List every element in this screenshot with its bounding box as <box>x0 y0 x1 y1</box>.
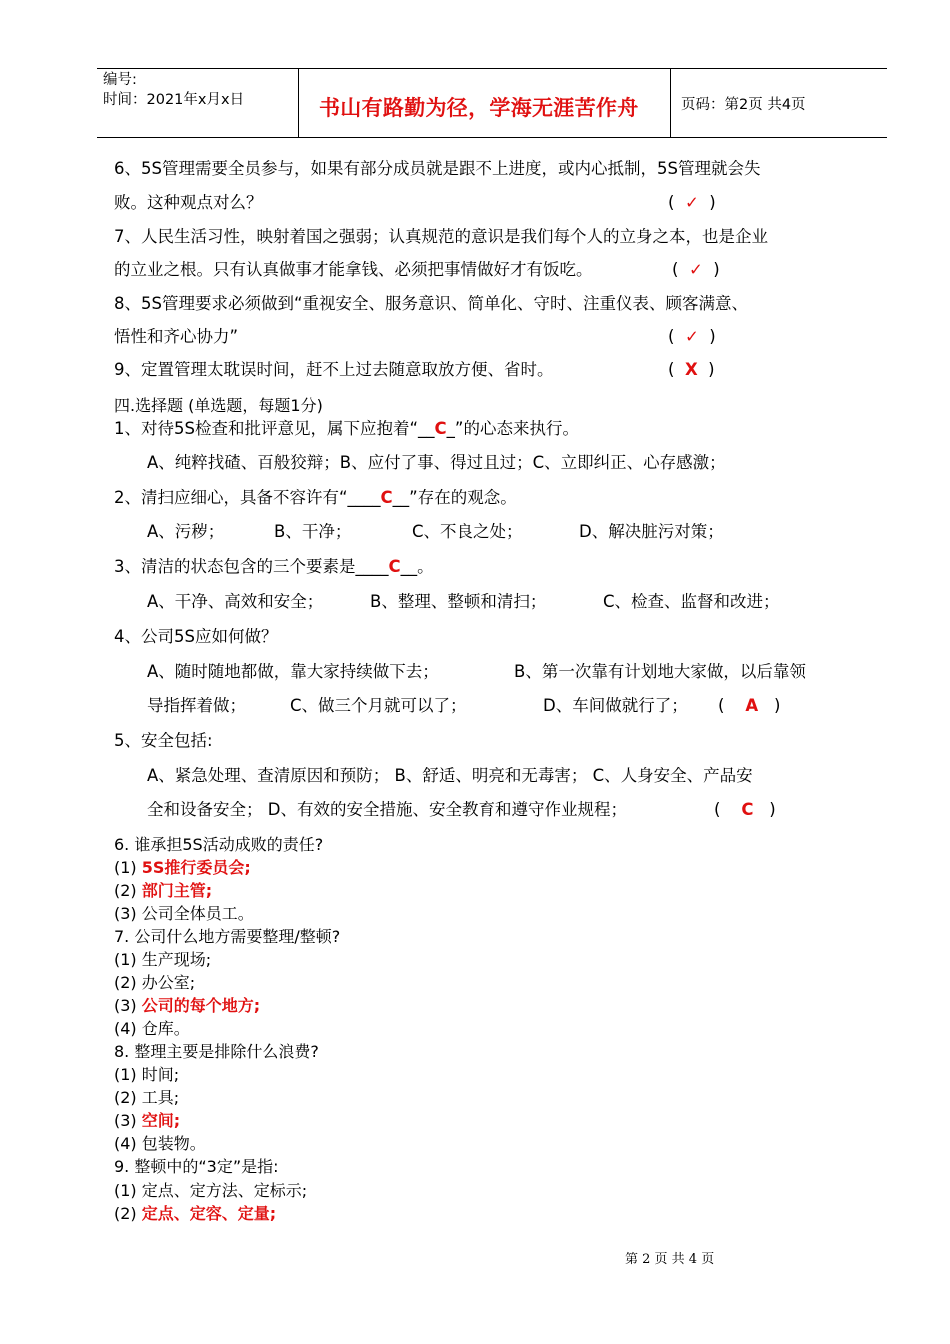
item-num: (1) <box>114 1181 142 1200</box>
q1-text-end: ”的心态来执行。 <box>454 419 579 438</box>
q8-item-3 <box>114 1110 180 1132</box>
q8-item-4 <box>114 1133 206 1155</box>
q2-blank: ____ <box>347 488 381 507</box>
q5-answer-letter: C <box>741 800 754 819</box>
item-num: (3) <box>114 1111 142 1130</box>
item-text: 包装物。 <box>141 1134 206 1153</box>
item-num: (1) <box>114 1065 142 1084</box>
cross-icon: X <box>684 360 698 379</box>
q4-option-a: A、随时随地都做，靠大家持续做下去； <box>147 662 439 681</box>
q3-answer: C <box>388 557 401 576</box>
judgment-q8-line1: 8、5S管理要求必须做到“重视安全、服务意识、简单化、守时、注重仪表、顾客满意、 <box>114 294 749 313</box>
q4-option-c: C、做三个月就可以了； <box>290 696 467 715</box>
item-num: (2) <box>114 973 142 992</box>
q5-answer: ( C ) <box>714 800 776 819</box>
q7-item-1 <box>114 949 211 971</box>
item-num: (1) <box>114 950 142 969</box>
item-text: 时间; <box>141 1065 180 1084</box>
q6-title: 6. 谁承担5S活动成败的责任? <box>114 835 324 854</box>
judgment-q8-answer: ( ✓ ) <box>668 327 716 346</box>
q4-option-b: B、第一次靠有计划地大家做，以后靠领 <box>514 662 806 681</box>
judgment-q7-line2: 的立业之根。只有认真做事才能拿钱、必须把事情做好才有饭吃。 <box>114 260 593 279</box>
q7-title: 7. 公司什么地方需要整理/整顿? <box>114 927 341 946</box>
item-text: 公司的每个地方; <box>141 996 261 1015</box>
q1-blank: _ <box>446 419 455 438</box>
q4-answer: ( A ) <box>718 696 781 715</box>
q6-item-3 <box>114 903 254 925</box>
q2-option-d: D、解决脏污对策； <box>579 522 724 541</box>
section-title: 四.选择题 (单选题，每题1分) <box>114 396 323 415</box>
judgment-q7-line1: 7、人民生活习性，映射着国之强弱；认真规范的意识是我们每个人的立身之本，也是企业 <box>114 227 768 246</box>
item-num: (4) <box>114 1019 142 1038</box>
item-text: 部门主管; <box>141 881 213 900</box>
q2-blank: __ <box>392 488 410 507</box>
q7-item-4 <box>114 1018 190 1040</box>
choice-q4: 4、公司5S应如何做？ <box>114 627 278 646</box>
q3-text: 3、清洁的状态包含的三个要素是 <box>114 557 356 576</box>
q8-item-1 <box>114 1064 179 1086</box>
choice-q2 <box>114 487 517 509</box>
q5-options-line1: A、紧急处理、查清原因和预防； B、舒适、明亮和无毒害； C、人身安全、产品安 <box>147 766 753 785</box>
judgment-q6-line1: 6、5S管理需要全员参与，如果有部分成员就是跟不上进度，或内心抵制，5S管理就会失 <box>114 159 761 178</box>
choice-q1 <box>114 418 579 440</box>
q1-answer: C <box>434 419 447 438</box>
item-text: 生产现场; <box>141 950 212 969</box>
q8-title: 8. 整理主要是排除什么浪费? <box>114 1042 319 1061</box>
judgment-q6-line2: 败。这种观点对么？ <box>114 193 263 212</box>
item-text: 定点、定方法、定标示; <box>141 1181 308 1200</box>
header-divider <box>670 69 671 137</box>
q1-text: 1、对待5S检查和批评意见，属下应抱着“ <box>114 419 419 438</box>
check-icon: ✓ <box>684 327 699 346</box>
q7-item-3 <box>114 995 260 1017</box>
item-num: (1) <box>114 858 142 877</box>
item-num: (3) <box>114 904 142 923</box>
item-num: (2) <box>114 1088 142 1107</box>
q1-options: A、纯粹找碴、百般狡辩；B、应付了事、得过且过；C、立即纠正、心存感激； <box>147 453 726 472</box>
item-text: 办公室; <box>141 973 196 992</box>
check-icon: ✓ <box>688 260 703 279</box>
q4-option-b-cont: 导指挥着做； <box>147 696 246 715</box>
number-label: 编号: <box>103 72 137 88</box>
q3-option-b: B、整理、整顿和清扫； <box>370 592 547 611</box>
q9-item-1 <box>114 1180 307 1202</box>
q2-option-a: A、污秽； <box>147 522 225 541</box>
check-icon: ✓ <box>684 193 699 212</box>
judgment-q9-line1: 9、定置管理太耽误时间，赶不上过去随意取放方便、省时。 <box>114 360 554 379</box>
header-page-info: 页码：第2页 共4页 <box>681 97 806 113</box>
page-footer: 第 2 页 共 4 页 <box>625 1252 715 1267</box>
q3-text-end: 。 <box>417 557 434 576</box>
q3-option-c: C、检查、监督和改进； <box>603 592 780 611</box>
q2-text-end: ”存在的观念。 <box>409 488 517 507</box>
item-num: (2) <box>114 1204 142 1223</box>
q3-blank: __ <box>400 557 418 576</box>
header-motto: 书山有路勤为径，学海无涯苦作舟 <box>319 96 639 120</box>
header-meta <box>103 70 244 110</box>
q7-item-2 <box>114 972 195 994</box>
choice-q3 <box>114 556 434 578</box>
time-label: 时间：2021年x月x日 <box>103 92 245 108</box>
q6-item-2 <box>114 880 212 902</box>
choice-q5: 5、安全包括: <box>114 731 213 750</box>
q9-item-2 <box>114 1203 276 1225</box>
item-text: 空间; <box>141 1111 181 1130</box>
q8-item-2 <box>114 1087 179 1109</box>
judgment-q8-line2: 悟性和齐心协力” <box>114 327 239 346</box>
judgment-q6-answer: ( ✓ ) <box>668 193 716 212</box>
page-header <box>97 68 887 138</box>
item-num: (4) <box>114 1134 142 1153</box>
q4-option-d: D、车间做就行了； <box>543 696 688 715</box>
judgment-q7-answer: ( ✓ ) <box>672 260 720 279</box>
item-num: (3) <box>114 996 142 1015</box>
item-text: 工具; <box>141 1088 180 1107</box>
item-text: 公司全体员工。 <box>141 904 254 923</box>
judgment-q9-answer: ( X ) <box>668 360 715 379</box>
q2-answer: C <box>380 488 393 507</box>
q1-blank: __ <box>418 419 435 438</box>
q2-option-c: C、不良之处； <box>412 522 523 541</box>
q4-answer-letter: A <box>745 696 759 715</box>
item-num: (2) <box>114 881 142 900</box>
header-divider <box>298 69 299 137</box>
q3-option-a: A、干净、高效和安全； <box>147 592 324 611</box>
item-text: 5S推行委员会; <box>141 858 251 877</box>
q2-option-b: B、干净； <box>274 522 352 541</box>
item-text: 定点、定容、定量; <box>141 1204 277 1223</box>
q2-text: 2、清扫应细心，具备不容许有“ <box>114 488 348 507</box>
q9-title: 9. 整顿中的“3定”是指: <box>114 1157 279 1176</box>
q3-blank: ____ <box>355 557 389 576</box>
q6-item-1 <box>114 857 251 879</box>
item-text: 仓库。 <box>141 1019 190 1038</box>
q5-options-line2: 全和设备安全； D、有效的安全措施、安全教育和遵守作业规程； <box>147 800 627 819</box>
